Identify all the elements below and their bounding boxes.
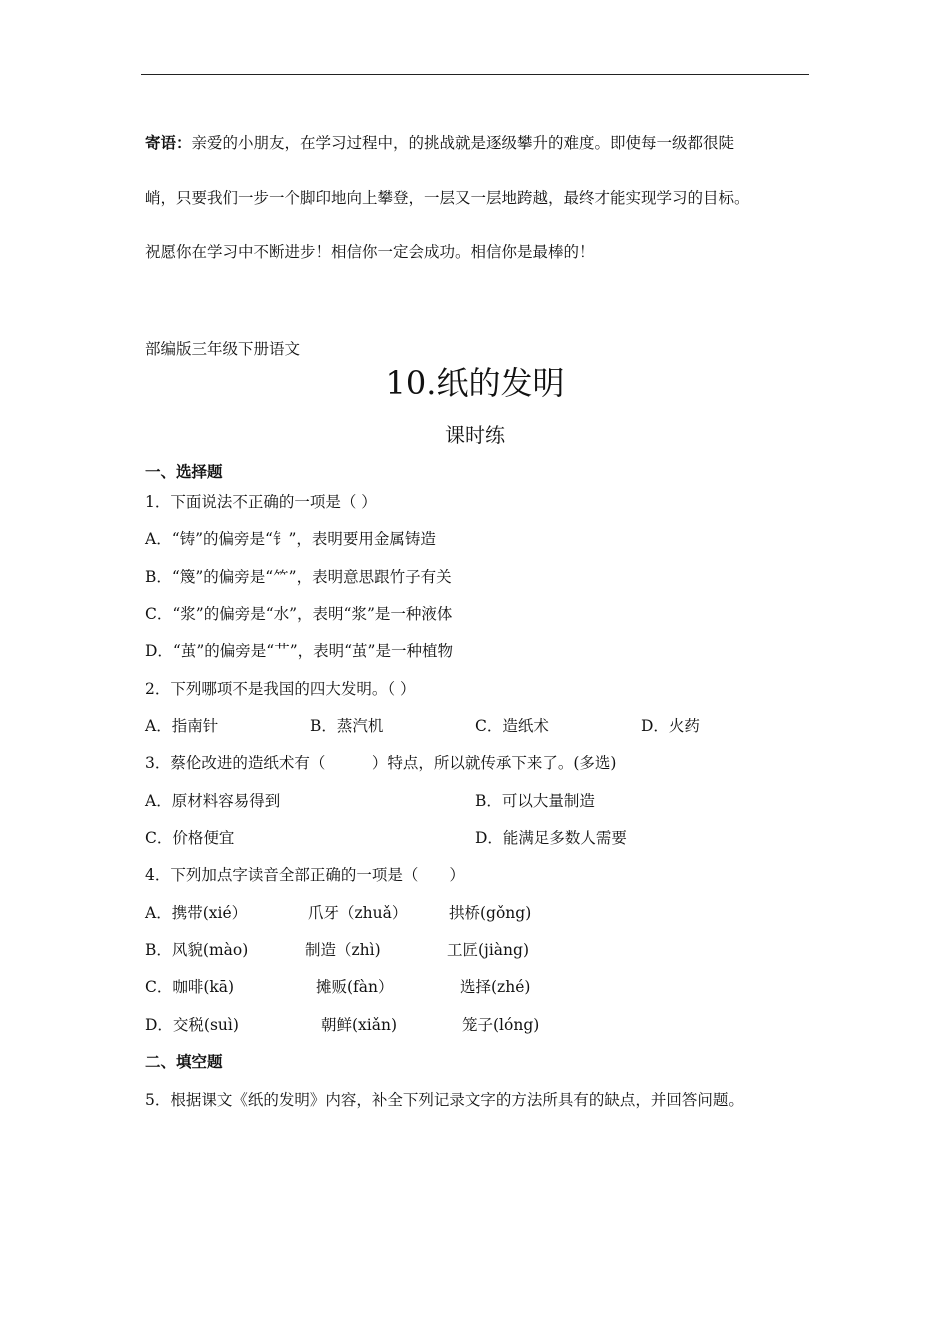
q3-option-c: C．价格便宜 <box>145 829 235 847</box>
q4-option-d-2: 朝鲜(xiǎn) <box>321 1016 398 1034</box>
page-subtitle: 课时练 <box>445 423 505 447</box>
greeting-label: 寄语： <box>145 133 192 152</box>
q4-option-b-2: 制造（zhì) <box>305 941 381 959</box>
q3-option-d: D．能满足多数人需要 <box>475 829 627 847</box>
q4-option-d-3: 笼子(lóng) <box>462 1016 540 1034</box>
q4-option-d-1: D．交税(suì) <box>145 1016 239 1034</box>
q1-option-b: B．“篾”的偏旁是“⺮”，表明意思跟竹子有关 <box>145 568 452 586</box>
q4-option-a-2: 爪牙（zhuǎ） <box>308 904 408 922</box>
q2-option-d: D．火药 <box>641 717 700 735</box>
q3-option-b: B．可以大量制造 <box>475 792 595 810</box>
section-heading-fill: 二、填空题 <box>145 1052 223 1071</box>
greeting-line-3: 祝愿你在学习中不断进步！相信你一定会成功。相信你是最棒的！ <box>145 243 595 261</box>
q4-option-c-1: C．咖啡(kā) <box>145 978 235 996</box>
q2-option-a: A．指南针 <box>145 717 219 735</box>
q4-option-b-1: B．风貌(mào) <box>145 941 249 959</box>
q3-option-a: A．原材料容易得到 <box>145 792 281 810</box>
q2-option-b: B．蒸汽机 <box>310 717 384 735</box>
greeting-text-1: 亲爱的小朋友，在学习过程中，的挑战就是逐级攀升的难度。即使每一级都很陡 <box>191 134 735 152</box>
q4-stem: 4．下列加点字读音全部正确的一项是（ ） <box>145 866 465 884</box>
q4-option-c-2: 摊贩(fàn） <box>316 978 394 996</box>
q1-stem: 1．下面说法不正确的一项是（ ） <box>145 493 377 511</box>
q1-option-c: C．“浆”的偏旁是“水”，表明“浆”是一种液体 <box>145 605 453 623</box>
q2-stem: 2．下列哪项不是我国的四大发明。（ ） <box>145 680 416 698</box>
q1-option-d: D．“茧”的偏旁是“艹”，表明“茧”是一种植物 <box>145 642 453 660</box>
book-label: 部编版三年级下册语文 <box>145 340 301 358</box>
q3-stem: 3．蔡伦改进的造纸术有（ ）特点，所以就传承下来了。(多选) <box>145 754 617 772</box>
q4-option-b-3: 工匠(jiàng) <box>447 941 530 959</box>
q1-option-a: A．“铸”的偏旁是“钅”，表明要用金属铸造 <box>145 530 436 548</box>
q4-option-a-1: A．携带(xié） <box>145 904 248 922</box>
section-heading-choice: 一、选择题 <box>145 462 223 481</box>
greeting-line-2: 峭，只要我们一步一个脚印地向上攀登，一层又一层地跨越，最终才能实现学习的目标。 <box>145 189 750 207</box>
header-rule <box>141 74 809 75</box>
q4-option-c-3: 选择(zhé) <box>460 978 531 996</box>
page-title: 10.纸的发明 <box>385 364 565 402</box>
q5-stem: 5．根据课文《纸的发明》内容，补全下列记录文字的方法所具有的缺点，并回答问题。 <box>145 1091 744 1109</box>
greeting-line-1 <box>145 133 813 153</box>
q2-option-c: C．造纸术 <box>475 717 549 735</box>
q4-option-a-3: 拱桥(gǒng) <box>449 904 532 922</box>
